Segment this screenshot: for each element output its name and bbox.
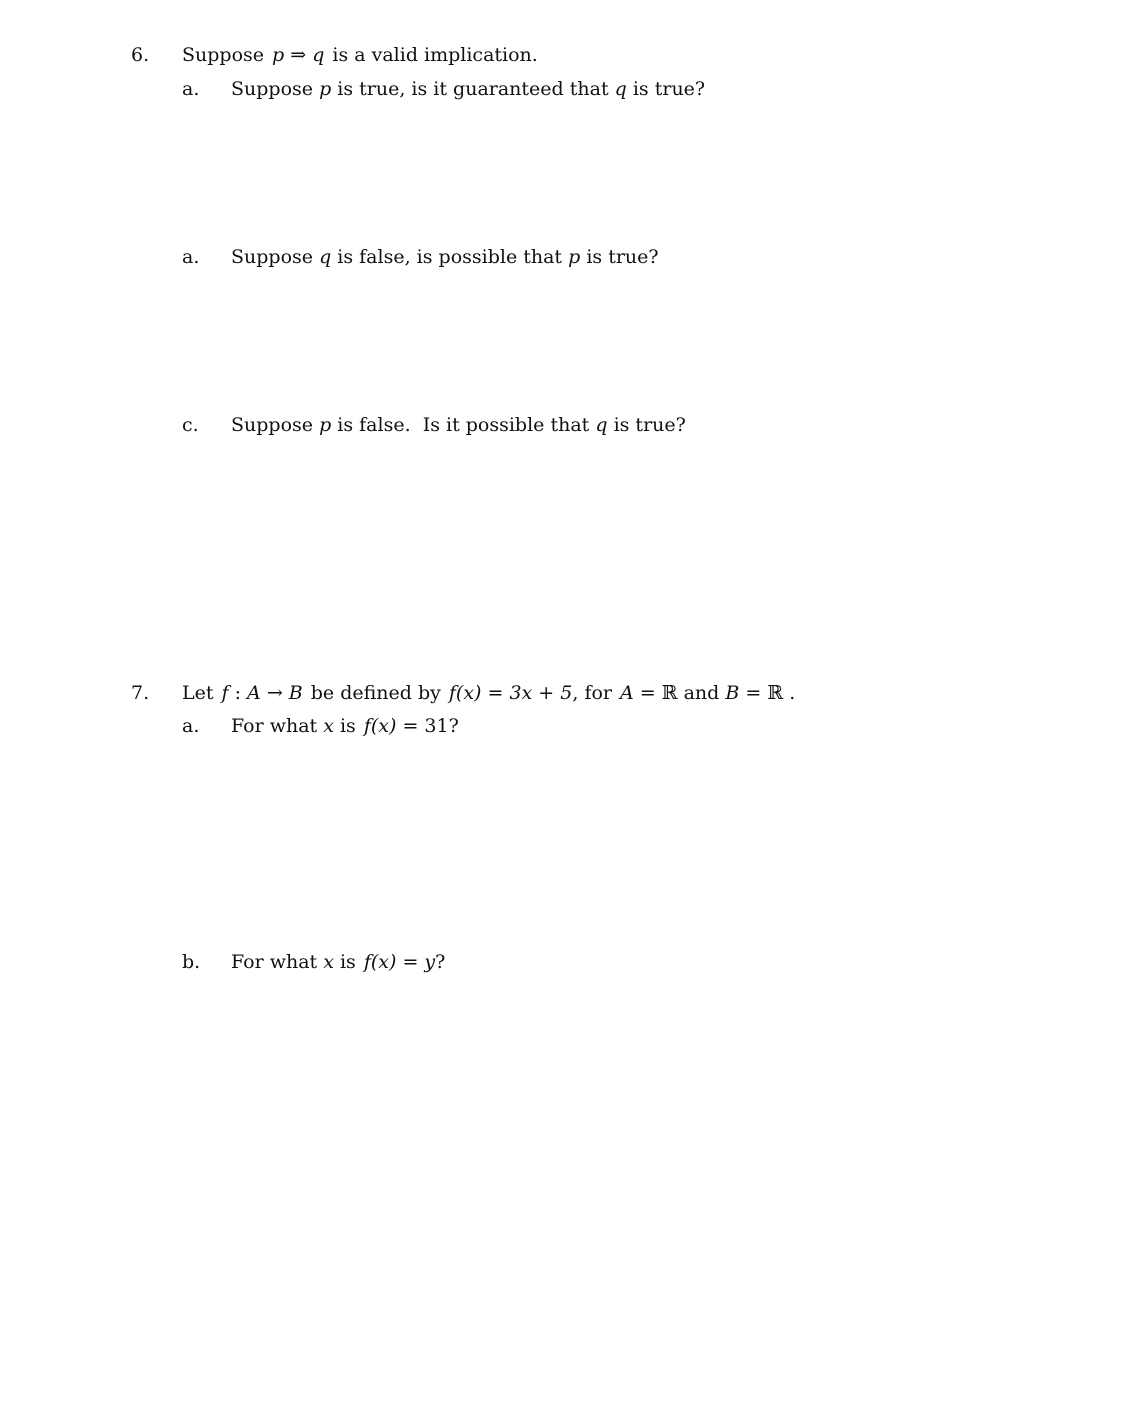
part-label: a. <box>182 246 200 268</box>
problem-stem <box>182 43 538 67</box>
text-segment: is true? <box>632 78 706 100</box>
text-segment: Suppose <box>231 78 314 100</box>
part-label: a. <box>182 715 200 737</box>
math-var: x <box>323 951 334 973</box>
text-segment: For what <box>231 951 318 973</box>
part-text <box>231 413 686 437</box>
stem-text: is a valid implication. <box>332 44 538 66</box>
math-number: 31 <box>424 715 449 737</box>
math-var: B <box>288 682 303 704</box>
part-label: c. <box>182 414 199 436</box>
math-var: A <box>247 682 261 704</box>
text-segment: is true? <box>613 414 686 436</box>
arrow-symbol: → <box>266 682 283 704</box>
text-segment: Suppose <box>231 246 314 268</box>
equals-symbol: = <box>639 682 656 704</box>
stem-text: , for <box>572 682 613 704</box>
math-var: y <box>424 951 436 973</box>
text-segment: is true, is it guaranteed that <box>337 78 609 100</box>
math-var: p <box>319 78 332 100</box>
text-segment: ? <box>435 951 446 973</box>
text-segment: Suppose <box>231 414 314 436</box>
text-segment: is true? <box>586 246 659 268</box>
math-var: q <box>614 78 627 100</box>
stem-text: be defined by <box>310 682 441 704</box>
reals-symbol: ℝ <box>767 682 784 704</box>
equals-symbol: = <box>402 951 419 973</box>
part-text <box>231 714 459 738</box>
implies-symbol: ⇒ <box>290 44 307 66</box>
math-expr: f(x) <box>363 715 397 737</box>
math-var: p <box>319 414 332 436</box>
equals-symbol: = <box>745 682 762 704</box>
math-var: x <box>323 715 334 737</box>
stem-text: and <box>683 682 720 704</box>
text-segment: is <box>339 715 356 737</box>
stem-text: Let <box>182 682 214 704</box>
stem-text: Suppose <box>182 44 265 66</box>
colon-symbol: : <box>234 682 241 704</box>
math-var: q <box>595 414 608 436</box>
math-var: p <box>568 246 581 268</box>
math-var: A <box>620 682 634 704</box>
text-segment: is <box>339 951 356 973</box>
text-segment: is false. Is it possible that <box>337 414 590 436</box>
math-var: B <box>725 682 740 704</box>
equals-symbol: = <box>487 682 504 704</box>
part-label: b. <box>182 951 201 973</box>
problem-number: 6. <box>131 44 150 66</box>
math-var: q <box>319 246 332 268</box>
part-text <box>231 950 445 974</box>
math-expr: f(x) <box>448 682 482 704</box>
math-expr: 3x + 5 <box>509 682 573 704</box>
part-text <box>231 77 705 101</box>
math-var: f <box>221 682 229 704</box>
problem-number: 7. <box>131 682 150 704</box>
math-var: q <box>312 44 325 66</box>
math-expr: f(x) <box>363 951 397 973</box>
stem-text: . <box>789 682 796 704</box>
text-segment: is false, is possible that <box>337 246 563 268</box>
reals-symbol: ℝ <box>661 682 678 704</box>
problem-stem <box>182 681 795 705</box>
math-var: p <box>272 44 285 66</box>
part-text <box>231 245 659 269</box>
text-segment: ? <box>448 715 459 737</box>
text-segment: For what <box>231 715 318 737</box>
equals-symbol: = <box>402 715 419 737</box>
part-label: a. <box>182 78 200 100</box>
